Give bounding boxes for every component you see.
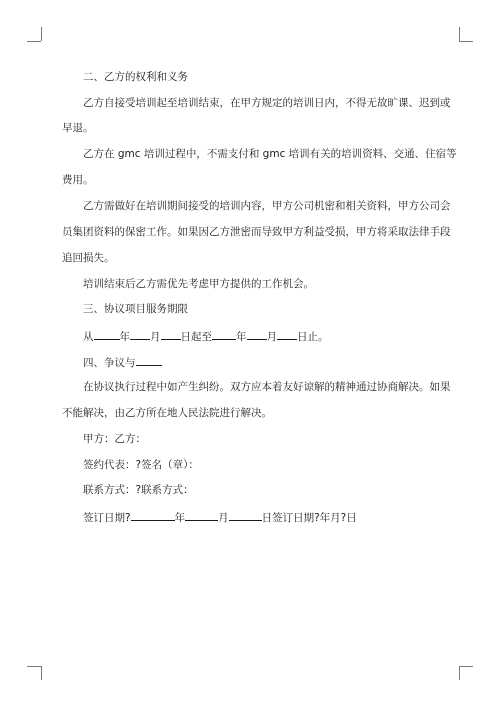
paragraph-line: 培训结束后乙方需优先考虑甲方提供的工作机会。 [83,278,314,290]
contact-line: 联系方式：?联系方式： [83,484,194,496]
month-blank [130,328,150,340]
day-blank [161,328,181,340]
signature-line: 签约代表：?签名（章）： [83,459,199,471]
day-blank [229,509,262,521]
year-blank [94,328,120,340]
paragraph-line: 费用。 [62,174,94,186]
section-heading-dispute: 四、争议与 [62,354,162,370]
paragraph-line: 在协议执行过程中如产生纠纷。双方应本着友好谅解的精神通过协商解决。如果 [83,381,451,393]
service-term-line: 从 年 月 日起至 年 月 日止。 [62,328,329,344]
month-blank [185,509,218,521]
paragraph-line: 乙方自接受培训起至培训结束，在甲方规定的培训日内，不得无故旷课、迟到或 [83,97,451,109]
paragraph-line: 不能解决，由乙方所在地人民法院进行解决。 [62,407,272,419]
paragraph-line: 员集团资料的保密工作。如果因乙方泄密而导致甲方利益受损，甲方将采取法律手段 [62,226,451,238]
party-line: 甲方：乙方： [83,433,146,445]
paragraph-line: 乙方在 gmc 培训过程中，不需支付和 gmc 培训有关的培训资料、交通、住宿等 [83,148,457,160]
dispute-blank [136,354,162,366]
year-blank [212,328,236,340]
section-heading-term: 三、协议项目服务期限 [83,303,188,315]
paragraph-line: 早退。 [62,122,94,134]
paragraph-line: 追回损失。 [62,252,115,264]
section-heading-rights: 二、乙方的权利和义务 [83,71,188,83]
paragraph-line: 乙方需做好在培训期间接受的培训内容，甲方公司机密和相关资料，甲方公司会 [83,200,451,212]
month-blank [247,328,267,340]
year-blank [131,509,175,521]
day-blank [277,328,297,340]
sign-date-line: 签订日期? 年 月 日签订日期?年月?日 [62,509,357,525]
